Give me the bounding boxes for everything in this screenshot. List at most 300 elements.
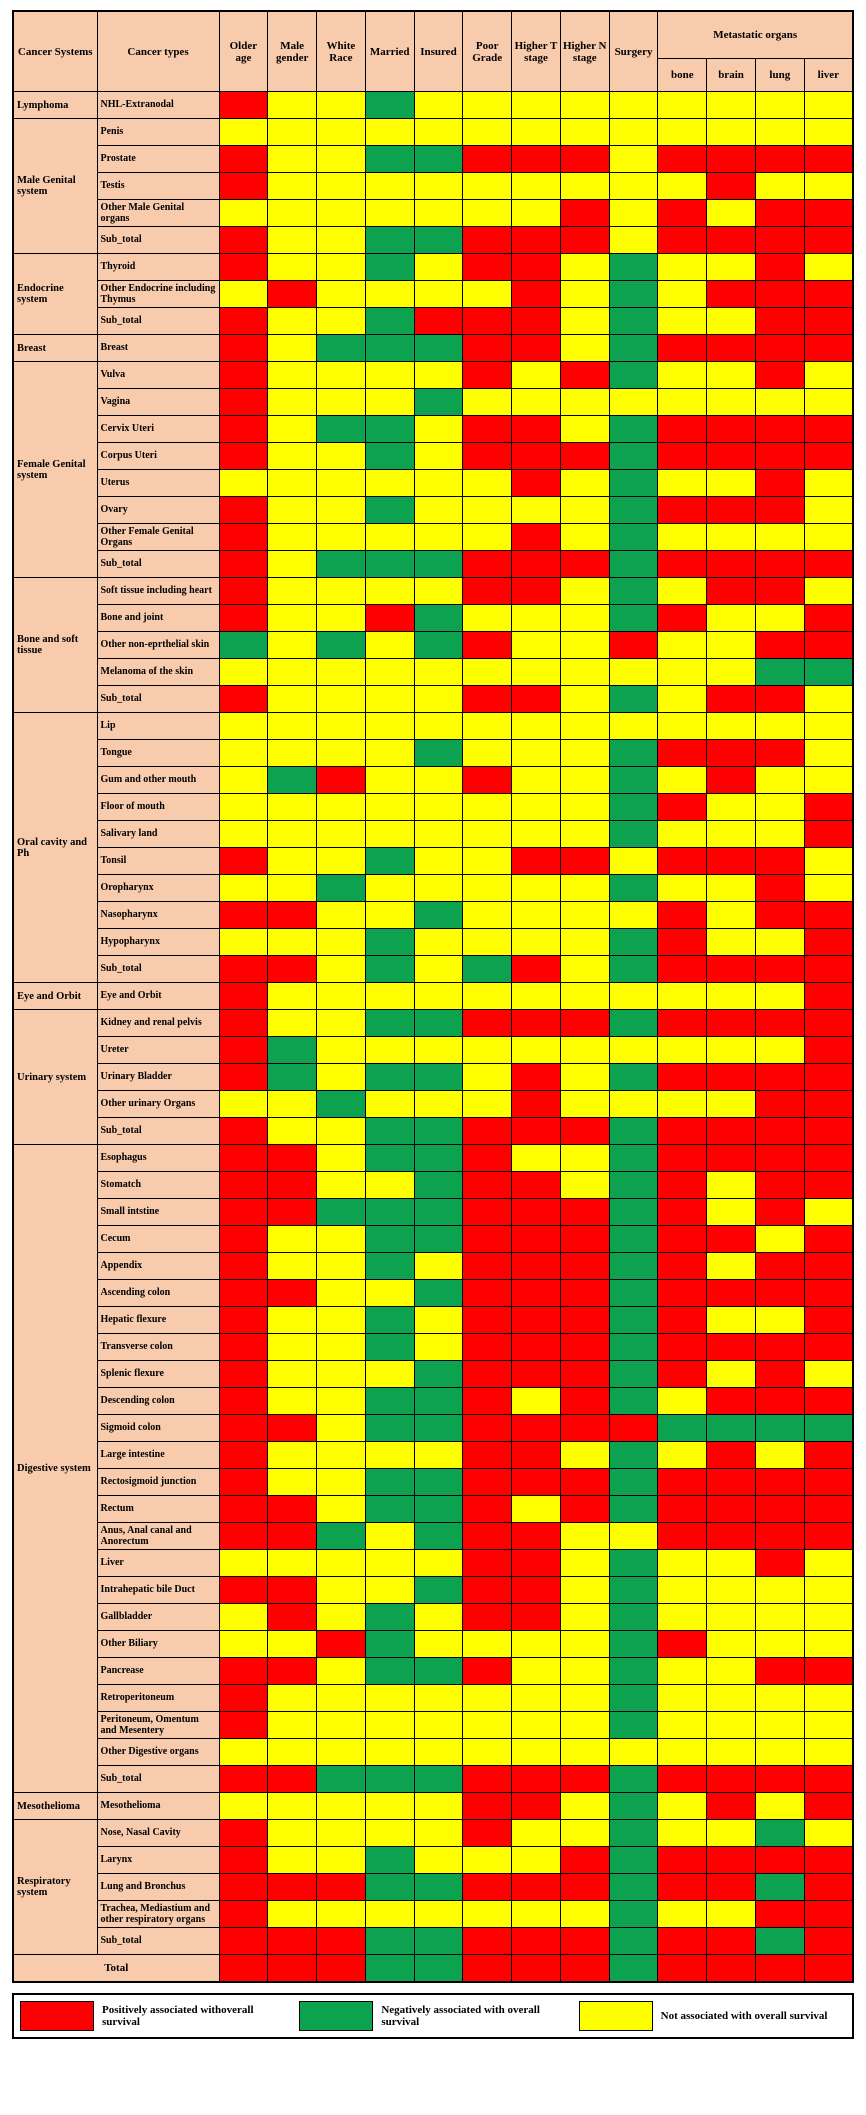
heatmap-cell <box>609 1334 658 1361</box>
table-row <box>13 1577 853 1604</box>
heatmap-cell <box>707 632 756 659</box>
heatmap-cell <box>463 146 512 173</box>
heatmap-cell <box>414 173 463 200</box>
heatmap-cell <box>658 308 707 335</box>
heatmap-cell <box>658 227 707 254</box>
heatmap-cell <box>609 1550 658 1577</box>
heatmap-cell <box>707 578 756 605</box>
heatmap-cell <box>560 1550 609 1577</box>
table-row <box>13 740 853 767</box>
heatmap-cell <box>512 173 561 200</box>
heatmap-cell <box>268 1037 317 1064</box>
heatmap-cell <box>560 902 609 929</box>
heatmap-cell <box>463 1928 512 1955</box>
heatmap-cell <box>317 1280 366 1307</box>
heatmap-cell <box>463 1820 512 1847</box>
heatmap-cell <box>560 1739 609 1766</box>
heatmap-cell <box>804 1874 853 1901</box>
heatmap-cell <box>658 524 707 551</box>
heatmap-cell <box>755 1199 804 1226</box>
heatmap-cell <box>268 416 317 443</box>
heatmap-cell <box>512 1010 561 1037</box>
cancer-type-label: Anus, Anal canal and Anorectum <box>97 1523 219 1550</box>
heatmap-cell <box>755 1955 804 1983</box>
heatmap-cell <box>365 1010 414 1037</box>
heatmap-cell <box>219 92 268 119</box>
heatmap-cell <box>219 713 268 740</box>
heatmap-cell <box>365 1496 414 1523</box>
heatmap-cell <box>512 686 561 713</box>
heatmap-cell <box>219 227 268 254</box>
table-row <box>13 1820 853 1847</box>
heatmap-cell <box>804 578 853 605</box>
heatmap-cell <box>219 1550 268 1577</box>
cancer-type-label: Penis <box>97 119 219 146</box>
heatmap-cell <box>804 767 853 794</box>
cancer-type-label: Corpus Uteri <box>97 443 219 470</box>
heatmap-cell <box>317 848 366 875</box>
heatmap-cell <box>560 767 609 794</box>
heatmap-cell <box>707 1172 756 1199</box>
heatmap-cell <box>268 578 317 605</box>
heatmap-cell <box>414 416 463 443</box>
heatmap-cell <box>463 551 512 578</box>
heatmap-cell <box>365 1361 414 1388</box>
heatmap-cell <box>414 1955 463 1983</box>
heatmap-cell <box>414 740 463 767</box>
heatmap-cell <box>268 497 317 524</box>
heatmap-cell <box>658 578 707 605</box>
heatmap-cell <box>268 1847 317 1874</box>
heatmap-cell <box>804 1253 853 1280</box>
heatmap-cell <box>268 1739 317 1766</box>
heatmap-cell <box>219 1496 268 1523</box>
heatmap-cell <box>317 146 366 173</box>
heatmap-cell <box>219 308 268 335</box>
cancer-type-label: Kidney and renal pelvis <box>97 1010 219 1037</box>
heatmap-cell <box>609 956 658 983</box>
table-row <box>13 956 853 983</box>
cancer-type-label: Other Female Genital Organs <box>97 524 219 551</box>
system-label: Urinary system <box>13 1010 97 1145</box>
heatmap-cell <box>414 1118 463 1145</box>
heatmap-cell <box>268 1334 317 1361</box>
heatmap-cell <box>755 497 804 524</box>
heatmap-cell <box>463 524 512 551</box>
cancer-type-label: Nose, Nasal Cavity <box>97 1820 219 1847</box>
heatmap-cell <box>804 1847 853 1874</box>
legend-item <box>14 1995 293 2037</box>
table-row <box>13 713 853 740</box>
heatmap-cell <box>560 1226 609 1253</box>
table-row <box>13 1793 853 1820</box>
table-row <box>13 1631 853 1658</box>
heatmap-cell <box>317 443 366 470</box>
heatmap-cell <box>755 1739 804 1766</box>
heatmap-cell <box>463 740 512 767</box>
heatmap-cell <box>804 1793 853 1820</box>
heatmap-cell <box>560 254 609 281</box>
heatmap-cell <box>609 686 658 713</box>
heatmap-cell <box>512 740 561 767</box>
heatmap-cell <box>317 524 366 551</box>
heatmap-cell <box>658 281 707 308</box>
heatmap-cell <box>512 1226 561 1253</box>
heatmap-cell <box>804 1901 853 1928</box>
heatmap-cell <box>755 1523 804 1550</box>
heatmap-cell <box>804 254 853 281</box>
heatmap-cell <box>365 119 414 146</box>
heatmap-cell <box>512 1253 561 1280</box>
heatmap-cell <box>658 200 707 227</box>
heatmap-cell <box>365 335 414 362</box>
heatmap-cell <box>219 902 268 929</box>
heatmap-cell <box>658 1631 707 1658</box>
heatmap-cell <box>560 713 609 740</box>
heatmap-cell <box>512 227 561 254</box>
heatmap-cell <box>512 1523 561 1550</box>
heatmap-cell <box>658 1064 707 1091</box>
system-label: Lymphoma <box>13 92 97 119</box>
heatmap-cell <box>414 227 463 254</box>
cancer-type-label: Prostate <box>97 146 219 173</box>
heatmap-cell <box>512 1037 561 1064</box>
heatmap-cell <box>707 362 756 389</box>
heatmap-cell <box>658 443 707 470</box>
table-row <box>13 416 853 443</box>
heatmap-cell <box>317 767 366 794</box>
heatmap-cell <box>268 362 317 389</box>
heatmap-cell <box>268 1550 317 1577</box>
table-row <box>13 497 853 524</box>
heatmap-cell <box>365 848 414 875</box>
heatmap-cell <box>609 1226 658 1253</box>
heatmap-cell <box>512 1766 561 1793</box>
cancer-type-label: Hypopharynx <box>97 929 219 956</box>
cancer-type-label: Sub_total <box>97 1928 219 1955</box>
heatmap-cell <box>512 956 561 983</box>
heatmap-cell <box>560 1793 609 1820</box>
heatmap-cell <box>365 1739 414 1766</box>
heatmap-cell <box>658 1523 707 1550</box>
table-row <box>13 902 853 929</box>
heatmap-cell <box>365 875 414 902</box>
heatmap-cell <box>707 281 756 308</box>
heatmap-cell <box>463 362 512 389</box>
table-row <box>13 848 853 875</box>
cancer-type-label: Transverse colon <box>97 1334 219 1361</box>
heatmap-cell <box>658 686 707 713</box>
system-label: Male Genital system <box>13 119 97 254</box>
heatmap-cell <box>609 416 658 443</box>
heatmap-cell <box>560 1307 609 1334</box>
heatmap-cell <box>707 1145 756 1172</box>
heatmap-cell <box>707 1712 756 1739</box>
table-row <box>13 146 853 173</box>
heatmap-cell <box>609 1712 658 1739</box>
heatmap-cell <box>268 173 317 200</box>
heatmap-cell <box>609 92 658 119</box>
heatmap-cell <box>560 470 609 497</box>
heatmap-cell <box>707 767 756 794</box>
heatmap-cell <box>268 902 317 929</box>
heatmap-cell <box>755 848 804 875</box>
heatmap-cell <box>658 1874 707 1901</box>
heatmap-cell <box>755 1928 804 1955</box>
cancer-type-label: Tonsil <box>97 848 219 875</box>
heatmap-cell <box>365 1955 414 1983</box>
heatmap-cell <box>219 146 268 173</box>
heatmap-cell <box>609 1199 658 1226</box>
heatmap-cell <box>414 902 463 929</box>
heatmap-cell <box>755 470 804 497</box>
heatmap-cell <box>219 1901 268 1928</box>
heatmap-cell <box>609 497 658 524</box>
heatmap-cell <box>560 1199 609 1226</box>
heatmap-cell <box>755 1712 804 1739</box>
heatmap-cell <box>414 632 463 659</box>
heatmap-cell <box>512 1388 561 1415</box>
heatmap-cell <box>463 1901 512 1928</box>
heatmap-cell <box>463 956 512 983</box>
heatmap-cell <box>707 605 756 632</box>
heatmap-cell <box>268 1604 317 1631</box>
heatmap-cell <box>560 443 609 470</box>
heatmap-cell <box>219 1874 268 1901</box>
heatmap-cell <box>463 443 512 470</box>
heatmap-cell <box>219 200 268 227</box>
heatmap-cell <box>804 1685 853 1712</box>
legend-label: Not associated with overall survival <box>660 2010 828 2022</box>
heatmap-cell <box>219 1361 268 1388</box>
heatmap-cell <box>463 875 512 902</box>
heatmap-cell <box>609 1793 658 1820</box>
heatmap-cell <box>658 1415 707 1442</box>
heatmap-cell <box>317 1226 366 1253</box>
heatmap-cell <box>755 1685 804 1712</box>
heatmap-cell <box>268 1388 317 1415</box>
heatmap-cell <box>609 1307 658 1334</box>
heatmap-cell <box>609 1874 658 1901</box>
heatmap-cell <box>755 389 804 416</box>
table-row <box>13 524 853 551</box>
heatmap-cell <box>365 686 414 713</box>
heatmap-cell <box>414 578 463 605</box>
heatmap-cell <box>609 1442 658 1469</box>
heatmap-cell <box>414 497 463 524</box>
heatmap-cell <box>560 1361 609 1388</box>
heatmap-cell <box>658 92 707 119</box>
heatmap-cell <box>804 1496 853 1523</box>
heatmap-cell <box>804 443 853 470</box>
table-row <box>13 1874 853 1901</box>
heatmap-cell <box>268 1658 317 1685</box>
heatmap-cell <box>658 1280 707 1307</box>
heatmap-cell <box>707 1280 756 1307</box>
heatmap-cell <box>463 1874 512 1901</box>
heatmap-cell <box>560 1712 609 1739</box>
heatmap-cell <box>609 335 658 362</box>
heatmap-cell <box>365 1550 414 1577</box>
header-factor-2: White Race <box>317 11 366 92</box>
table-row <box>13 1469 853 1496</box>
heatmap-cell <box>317 1604 366 1631</box>
heatmap-cell <box>658 1820 707 1847</box>
table-row <box>13 1361 853 1388</box>
heatmap-cell <box>560 686 609 713</box>
heatmap-cell <box>365 173 414 200</box>
heatmap-cell <box>317 1820 366 1847</box>
heatmap-cell <box>219 524 268 551</box>
heatmap-cell <box>658 1928 707 1955</box>
heatmap-cell <box>365 659 414 686</box>
heatmap-cell <box>512 1199 561 1226</box>
heatmap-cell <box>317 1172 366 1199</box>
heatmap-cell <box>463 1307 512 1334</box>
heatmap-cell <box>268 443 317 470</box>
heatmap-cell <box>414 1172 463 1199</box>
heatmap-cell <box>804 1442 853 1469</box>
heatmap-cell <box>365 767 414 794</box>
system-label: Mesothelioma <box>13 1793 97 1820</box>
heatmap-cell <box>804 1334 853 1361</box>
heatmap-cell <box>463 119 512 146</box>
heatmap-cell <box>609 1253 658 1280</box>
heatmap-cell <box>365 605 414 632</box>
cancer-type-label: Lip <box>97 713 219 740</box>
heatmap-cell <box>609 1685 658 1712</box>
heatmap-cell <box>414 956 463 983</box>
heatmap-cell <box>707 1550 756 1577</box>
heatmap-cell <box>755 1280 804 1307</box>
system-label: Digestive system <box>13 1145 97 1793</box>
heatmap-cell <box>512 983 561 1010</box>
heatmap-cell <box>219 983 268 1010</box>
heatmap-cell <box>560 1253 609 1280</box>
heatmap-cell <box>219 1334 268 1361</box>
heatmap-cell <box>463 1469 512 1496</box>
heatmap-cell <box>707 1442 756 1469</box>
heatmap-cell <box>365 1253 414 1280</box>
heatmap-cell <box>268 1874 317 1901</box>
heatmap-cell <box>365 308 414 335</box>
legend-item <box>573 1995 852 2037</box>
heatmap-cell <box>755 1037 804 1064</box>
heatmap-cell <box>755 1415 804 1442</box>
table-row <box>13 362 853 389</box>
heatmap-cell <box>414 1685 463 1712</box>
heatmap-cell <box>219 1955 268 1983</box>
heatmap-cell <box>365 1415 414 1442</box>
table-row <box>13 1064 853 1091</box>
heatmap-cell <box>658 1226 707 1253</box>
heatmap-cell <box>512 389 561 416</box>
heatmap-cell <box>512 551 561 578</box>
heatmap-cell <box>414 362 463 389</box>
heatmap-cell <box>707 1010 756 1037</box>
heatmap-cell <box>268 524 317 551</box>
heatmap-cell <box>463 1118 512 1145</box>
heatmap-cell <box>512 1712 561 1739</box>
heatmap-cell <box>414 1388 463 1415</box>
heatmap-cell <box>609 1847 658 1874</box>
heatmap-cell <box>658 1604 707 1631</box>
heatmap-cell <box>414 1253 463 1280</box>
heatmap-cell <box>219 1307 268 1334</box>
heatmap-cell <box>609 632 658 659</box>
heatmap-cell <box>414 767 463 794</box>
heatmap-cell <box>560 848 609 875</box>
heatmap-cell <box>463 1847 512 1874</box>
heatmap-cell <box>755 1388 804 1415</box>
heatmap-cell <box>512 335 561 362</box>
heatmap-cell <box>268 605 317 632</box>
heatmap-cell <box>414 686 463 713</box>
table-row <box>13 1145 853 1172</box>
heatmap-cell <box>804 794 853 821</box>
cancer-type-label: Rectum <box>97 1496 219 1523</box>
heatmap-cell <box>804 1199 853 1226</box>
cancer-type-label: Other Biliary <box>97 1631 219 1658</box>
cancer-type-label: Gum and other mouth <box>97 767 219 794</box>
heatmap-cell <box>609 1388 658 1415</box>
heatmap-cell <box>414 1145 463 1172</box>
heatmap-cell <box>707 1226 756 1253</box>
heatmap-cell <box>755 227 804 254</box>
heatmap-cell <box>512 713 561 740</box>
heatmap-cell <box>317 1658 366 1685</box>
heatmap-cell <box>658 740 707 767</box>
heatmap-cell <box>414 335 463 362</box>
heatmap-cell <box>804 1091 853 1118</box>
cancer-type-label: Salivary land <box>97 821 219 848</box>
heatmap-cell <box>804 1739 853 1766</box>
heatmap-cell <box>707 119 756 146</box>
heatmap-cell <box>658 1577 707 1604</box>
heatmap-cell <box>755 1550 804 1577</box>
heatmap-cell <box>560 389 609 416</box>
legend-label: Positively associated withoverall survival <box>102 2004 254 2028</box>
heatmap-cell <box>512 1469 561 1496</box>
cancer-type-label: Splenic flexure <box>97 1361 219 1388</box>
heatmap-cell <box>658 146 707 173</box>
heatmap-cell <box>707 173 756 200</box>
heatmap-cell <box>512 146 561 173</box>
heatmap-cell <box>707 1496 756 1523</box>
heatmap-cell <box>755 794 804 821</box>
heatmap-cell <box>268 470 317 497</box>
heatmap-cell <box>804 1145 853 1172</box>
heatmap-cell <box>512 794 561 821</box>
heatmap-cell <box>414 1307 463 1334</box>
heatmap-cell <box>219 1199 268 1226</box>
heatmap-cell <box>560 578 609 605</box>
heatmap-cell <box>463 983 512 1010</box>
heatmap-cell <box>414 1280 463 1307</box>
heatmap-cell <box>365 1199 414 1226</box>
heatmap-cell <box>512 1901 561 1928</box>
heatmap-cell <box>365 1604 414 1631</box>
heatmap-cell <box>219 1577 268 1604</box>
heatmap-cell <box>512 1550 561 1577</box>
heatmap-cell <box>365 1280 414 1307</box>
heatmap-cell <box>219 1415 268 1442</box>
heatmap-cell <box>414 281 463 308</box>
heatmap-cell <box>463 1766 512 1793</box>
table-row <box>13 1172 853 1199</box>
heatmap-cell <box>755 1253 804 1280</box>
heatmap-cell <box>268 1415 317 1442</box>
